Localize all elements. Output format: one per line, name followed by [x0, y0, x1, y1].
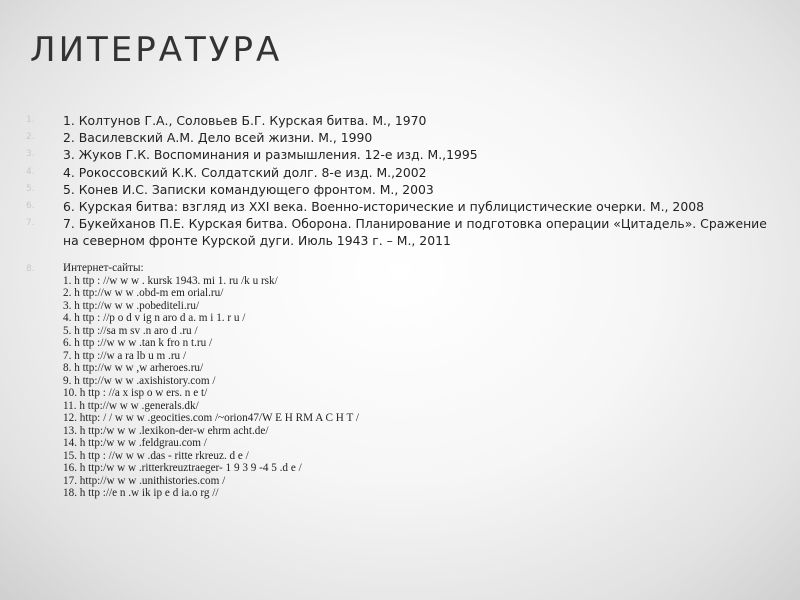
- list-marker: 6.: [26, 201, 35, 212]
- internet-link: 6. h ttp ://w w w .tan k fro n t.ru /: [63, 337, 213, 349]
- list-marker: 2.: [26, 132, 35, 143]
- list-marker: 7.: [26, 218, 35, 229]
- internet-link: 1. h ttp : //w w w . kursk 1943. mi 1. ru /k u rsk/: [63, 274, 278, 287]
- internet-link: 15. h ttp : //w w w .das - ritte rkreuz. d e /: [63, 449, 249, 462]
- list-marker: 8.: [26, 264, 35, 274]
- internet-link: 7. h ttp ://w a ra lb u m .ru /: [63, 349, 187, 362]
- bibliography-text: 2. Василевский А.М. Дело всей жизни. М., 1990: [63, 130, 373, 146]
- internet-link: 13. h ttp:/w w w .lexikon-der-w ehrm acht.de/: [63, 424, 269, 437]
- bibliography-item: [0, 198, 800, 215]
- internet-link: 12. http: / / w w w .geocities.com /~orion47/W E H RM A C H T /: [63, 412, 359, 424]
- bibliography-item: [0, 146, 800, 163]
- internet-link: 16. h ttp:/w w w .ritterkreuztraeger- 1 9 3 9 -4 5 .d e /: [63, 462, 302, 474]
- internet-link: 8. h ttp://w w w ,w arheroes.ru/: [63, 362, 204, 374]
- bibliography-item: [0, 129, 800, 146]
- internet-link: 3. h ttp://w w w .pobediteli.ru/: [63, 299, 200, 312]
- internet-link: 9. h ttp://w w w .axishistory.com /: [63, 374, 216, 387]
- bibliography-text: 7. Букейханов П.Е. Курская битва. Оборона. Планирование и подготовка операции «Цитадель». Сражение на северном фронте Курской дуги. Июль 1943 г. – М., 2011: [63, 216, 767, 249]
- internet-sites-block: [0, 262, 800, 500]
- internet-link: 5. h ttp ://sa m sv .n aro d .ru /: [63, 324, 198, 337]
- bibliography-text: 5. Конев И.С. Записки командующего фронтом. М., 2003: [63, 181, 434, 197]
- internet-sites-heading: Интернет-сайты:: [63, 262, 144, 274]
- bibliography-item: [0, 164, 800, 181]
- bibliography-item: [0, 181, 800, 198]
- internet-links-list: [0, 275, 800, 500]
- internet-link: 2. h ttp://w w w .obd-m em orial.ru/: [63, 287, 224, 299]
- list-marker: 3.: [26, 149, 35, 160]
- list-marker: 5.: [26, 183, 35, 194]
- internet-link: 18. h ttp ://e n .w ik ip e d ia.o rg //: [63, 487, 219, 499]
- internet-link: 14. h ttp:/w w w .feldgrau.com /: [63, 437, 207, 449]
- list-marker: 1.: [26, 115, 35, 125]
- page-title: ЛИТЕРАТУРА: [30, 30, 283, 70]
- bibliography-list: [0, 112, 800, 250]
- bibliography-text: 1. Колтунов Г.А., Соловьев Б.Г. Курская битва. М., 1970: [63, 113, 427, 128]
- bibliography-item: [0, 112, 800, 129]
- internet-link: 4. h ttp : //p o d v ig n aro d a. m i 1. r u /: [63, 312, 246, 324]
- bibliography-item: [0, 215, 800, 249]
- list-marker: 4.: [26, 166, 35, 177]
- internet-link: 10. h ttp : //a x isp o w ers. n e t/: [63, 387, 208, 399]
- internet-link: 11. h ttp://w w w .generals.dk/: [63, 399, 199, 412]
- internet-link: 17. http://w w w .unithistories.com /: [63, 474, 226, 487]
- bibliography-text: 4. Рокоссовский К.К. Солдатский долг. 8-е изд. М.,2002: [63, 164, 427, 180]
- bibliography-text: 3. Жуков Г.К. Воспоминания и размышления. 12-е изд. М.,1995: [63, 147, 478, 163]
- bibliography-text: 6. Курская битва: взгляд из XXI века. Военно-исторические и публицистические очерки. М., 2008: [63, 199, 704, 215]
